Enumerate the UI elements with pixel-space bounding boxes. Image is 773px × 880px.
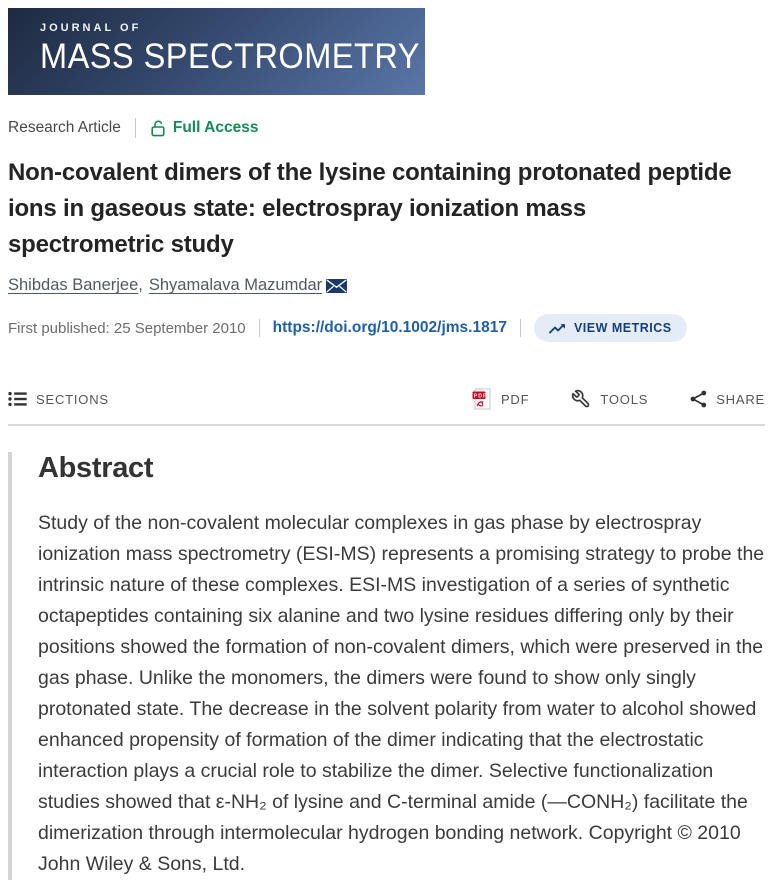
article-title: Non-covalent dimers of the lysine containing protonated peptide ions in gaseous state: electrospray ionization mass spectrometric study xyxy=(8,159,732,258)
article-type-label: Research Article xyxy=(8,119,121,136)
sections-button[interactable] xyxy=(8,391,109,407)
author-separator: , xyxy=(138,276,143,294)
publication-row xyxy=(8,314,765,342)
author-link-2[interactable]: Shyamalava Mazumdar xyxy=(148,276,323,294)
sections-list-icon xyxy=(8,391,27,407)
doi-link[interactable]: https://doi.org/10.1002/jms.1817 xyxy=(272,319,507,336)
view-metrics-label: VIEW METRICS xyxy=(573,321,672,335)
wrench-icon xyxy=(571,389,591,409)
full-access-badge[interactable] xyxy=(150,119,259,137)
pub-divider xyxy=(259,319,260,337)
authors-row xyxy=(8,276,765,295)
meta-divider xyxy=(135,118,136,138)
author-link-1[interactable]: Shibdas Banerjee xyxy=(8,276,139,294)
abstract-section xyxy=(8,452,765,880)
article-meta-row xyxy=(8,118,765,138)
toolbar-right-group xyxy=(472,388,765,410)
share-label: SHARE xyxy=(716,391,765,407)
open-lock-icon xyxy=(150,119,166,137)
toolbar-divider xyxy=(8,424,765,426)
journal-banner xyxy=(8,8,425,95)
pdf-label: PDF xyxy=(500,391,530,407)
trending-chart-icon xyxy=(549,322,566,334)
journal-kicker: JOURNAL OF xyxy=(40,22,142,34)
email-envelope-icon[interactable] xyxy=(326,279,347,293)
first-published-label: First published: 25 September 2010 xyxy=(8,319,246,337)
journal-title: MASS SPECTROMETRY xyxy=(40,37,420,76)
article-toolbar xyxy=(8,388,765,410)
tools-button[interactable] xyxy=(571,389,648,409)
abstract-heading: Abstract xyxy=(38,452,154,484)
pdf-button[interactable] xyxy=(472,388,529,410)
pub-divider xyxy=(520,319,521,337)
view-metrics-button[interactable] xyxy=(534,314,687,342)
share-icon xyxy=(690,390,707,408)
tools-label: TOOLS xyxy=(600,391,649,407)
pdf-file-icon xyxy=(472,388,492,410)
abstract-text: Study of the non-covalent molecular complexes in gas phase by electrospray ionization mass spectrometry (ESI-MS) represents a promising strategy to probe the intrinsic nature of these complexes. ESI-MS investigation of a series of synthetic octapeptides containing six alanine and two lysine residues differing only by their positions showed the formation of non-covalent dimers, which were preserved in the gas phase. Unlike the monomers, the dimers were found to show only singly protonated state. The decrease in the solvent polarity from water to alcohol showed enhanced propensity of formation of the dimer indicating that the electrostatic interaction plays a crucial role to stabilize the dimer. Selective functionalization studies showed that ε-NH₂ of lysine and C-terminal amide (—CONH₂) facilitate the dimerization through intermolecular hydrogen bonding network. Copyright © 2010 John Wiley & Sons, Ltd. xyxy=(38,512,765,875)
full-access-label: Full Access xyxy=(172,119,259,136)
svg-text:PDF: PDF xyxy=(473,393,487,400)
sections-label: SECTIONS xyxy=(36,391,109,407)
share-button[interactable] xyxy=(690,390,765,408)
